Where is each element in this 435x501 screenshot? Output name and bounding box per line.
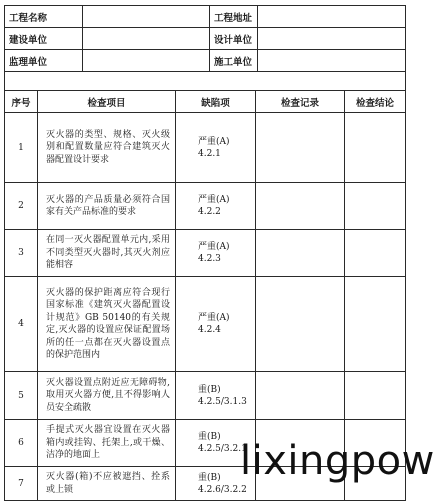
watermark-text: lixingpow xyxy=(240,438,435,484)
row-item: 灭火器的产品质量必须符合国家有关产品标准的要求 xyxy=(38,183,176,230)
row-conclusion[interactable] xyxy=(345,113,406,183)
inspection-form xyxy=(4,5,405,501)
row-defect xyxy=(176,372,256,420)
row-item: 手提式灭火器宜设置在灭火器箱内或挂钩、托架上,或干燥、洁净的地面上 xyxy=(38,420,176,467)
table-row xyxy=(5,183,406,230)
row-record[interactable] xyxy=(256,372,345,420)
defect-clause: 4.2.2 xyxy=(198,207,221,217)
row-conclusion[interactable] xyxy=(345,467,406,501)
row-no: 5 xyxy=(5,372,38,420)
defect-clause: 4.2.6/3.2.2 xyxy=(198,484,247,495)
row-record[interactable] xyxy=(256,420,345,467)
row-defect xyxy=(176,467,256,501)
table-row xyxy=(5,230,406,277)
row-no: 6 xyxy=(5,420,38,467)
defect-clause: 4.2.5/3.2.1 xyxy=(198,444,247,454)
row-no: 2 xyxy=(5,183,38,230)
col-defect: 缺陷项 xyxy=(176,91,256,113)
col-no: 序号 xyxy=(5,91,38,113)
builder-unit-label: 施工单位 xyxy=(210,50,258,72)
table-row xyxy=(5,420,406,467)
table-row xyxy=(5,277,406,372)
row-record[interactable] xyxy=(256,230,345,277)
row-defect xyxy=(176,277,256,372)
form-table xyxy=(4,5,406,91)
defect-grade: 重(B) xyxy=(198,432,221,442)
project-name-label: 工程名称 xyxy=(5,6,83,28)
row-defect xyxy=(176,230,256,277)
supervision-unit-label: 监理单位 xyxy=(5,50,83,72)
defect-clause: 4.2.3 xyxy=(198,254,221,264)
column-header-row xyxy=(5,91,406,113)
row-item: 在同一灭火器配置单元内,采用不同类型灭火器时,其灭火剂应能相容 xyxy=(38,230,176,277)
defect-clause: 4.2.1 xyxy=(198,148,221,159)
col-conclusion: 检查结论 xyxy=(345,91,406,113)
row-item: 灭火器的保护距离应符合现行国家标准《建筑灭火器配置设计规范》GB 50140的有关规定,灭火器的设置应保证配置场所的任一点都在灭火器设置点的保护范围内 xyxy=(38,277,176,372)
row-conclusion[interactable] xyxy=(345,230,406,277)
defect-grade: 严重(A) xyxy=(198,195,230,205)
defect-grade: 重(B) xyxy=(198,472,221,483)
defect-clause: 4.2.4 xyxy=(198,325,221,335)
row-item: 灭火器(箱)不应被遮挡、拴系或上锁 xyxy=(38,467,176,501)
row-item: 灭火器设置点附近应无障碍物,取用灭火器方便,且不得影响人员安全疏散 xyxy=(38,372,176,420)
row-no: 4 xyxy=(5,277,38,372)
defect-grade: 重(B) xyxy=(198,384,221,395)
row-defect xyxy=(176,183,256,230)
row-record[interactable] xyxy=(256,113,345,183)
row-conclusion[interactable] xyxy=(345,420,406,467)
table-row xyxy=(5,372,406,420)
builder-unit-value xyxy=(258,50,406,72)
table-row xyxy=(5,113,406,183)
row-conclusion[interactable] xyxy=(345,183,406,230)
construction-unit-value xyxy=(83,28,210,50)
design-unit-value xyxy=(258,28,406,50)
construction-unit-label: 建设单位 xyxy=(5,28,83,50)
checklist-table xyxy=(4,90,406,501)
row-conclusion[interactable] xyxy=(345,277,406,372)
row-record[interactable] xyxy=(256,277,345,372)
row-conclusion[interactable] xyxy=(345,372,406,420)
row-record[interactable] xyxy=(256,183,345,230)
table-row xyxy=(5,467,406,501)
row-item: 灭火器的类型、规格、灭火级别和配置数量应符合建筑灭火器配置设计要求 xyxy=(38,113,176,183)
col-record: 检查记录 xyxy=(256,91,345,113)
defect-grade: 严重(A) xyxy=(198,242,230,252)
defect-clause: 4.2.5/3.1.3 xyxy=(198,396,247,407)
row-defect xyxy=(176,113,256,183)
col-item: 检查项目 xyxy=(38,91,176,113)
supervision-unit-value xyxy=(83,50,210,72)
design-unit-label: 设计单位 xyxy=(210,28,258,50)
defect-grade: 严重(A) xyxy=(198,313,230,323)
project-address-label: 工程地址 xyxy=(210,6,258,28)
project-name-value xyxy=(83,6,210,28)
row-no: 7 xyxy=(5,467,38,501)
project-address-value xyxy=(258,6,406,28)
row-defect xyxy=(176,420,256,467)
defect-grade: 严重(A) xyxy=(198,136,230,147)
row-no: 3 xyxy=(5,230,38,277)
spacer-row xyxy=(5,72,406,91)
row-no: 1 xyxy=(5,113,38,183)
row-record[interactable] xyxy=(256,467,345,501)
